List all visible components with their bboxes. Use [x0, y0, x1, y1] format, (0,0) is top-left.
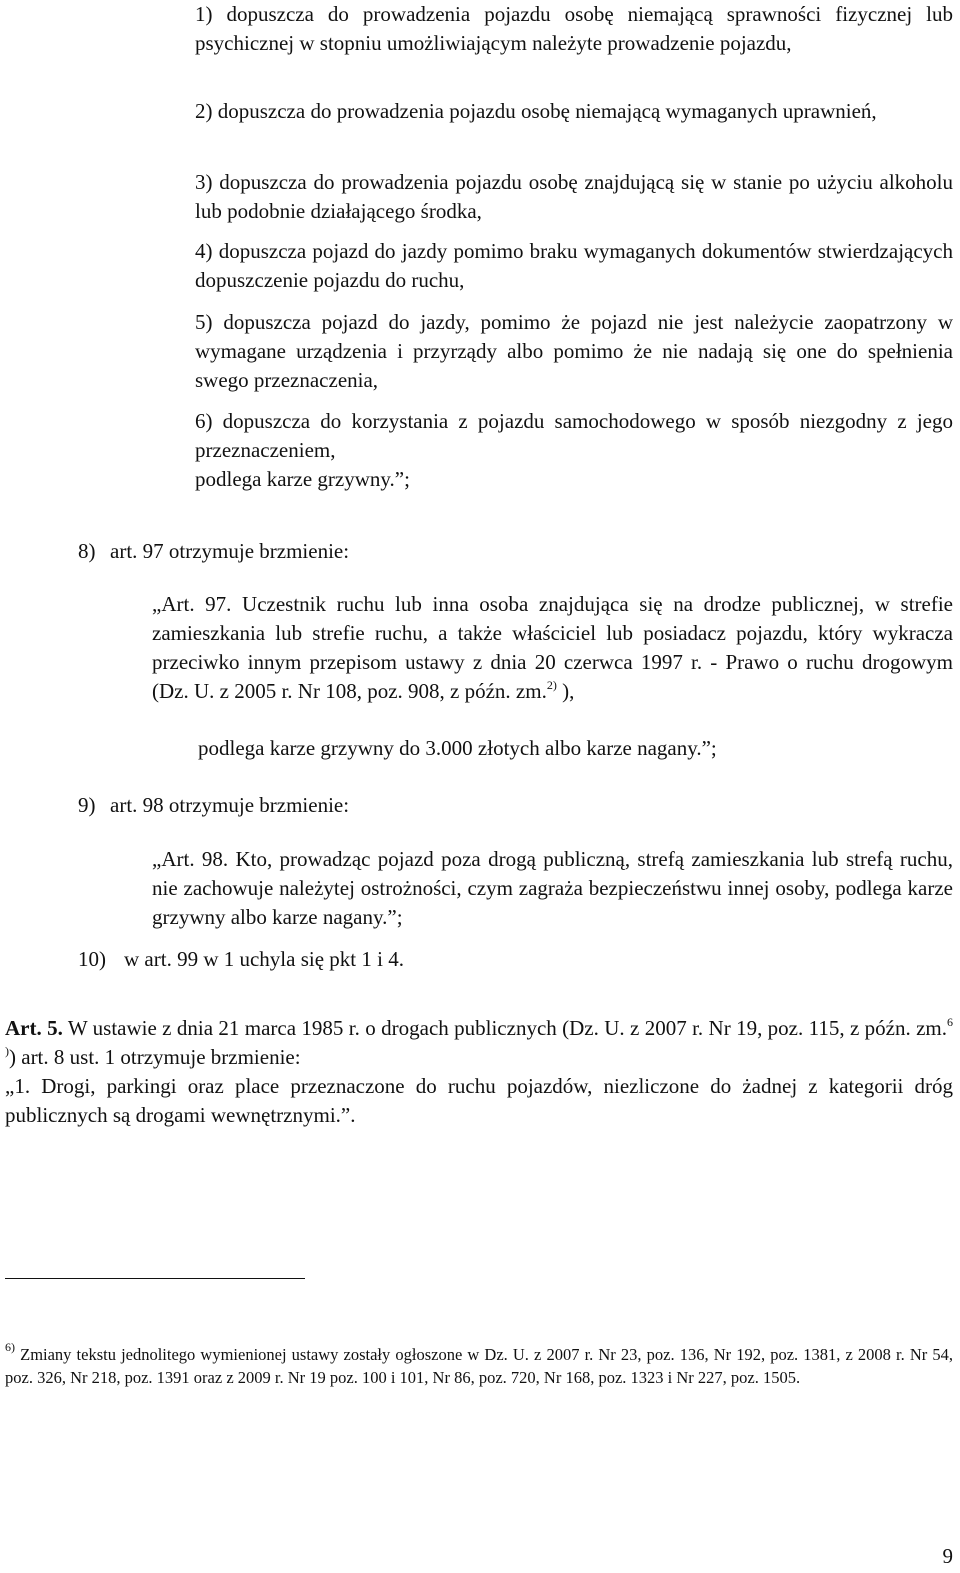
item-8-text: art. 97 otrzymuje brzmienie:	[110, 539, 350, 563]
art-97-text-b: ),	[556, 679, 575, 703]
item-10-number: 10)	[78, 947, 106, 971]
art-5-paragraph	[5, 1014, 953, 1072]
penalty-line-1: podlega karze grzywny.”;	[195, 467, 410, 491]
footnote-marker: 6)	[5, 1340, 15, 1354]
item-10-text: w art. 99 w 1 uchyla się pkt 1 i 4.	[124, 947, 404, 971]
art-97-penalty: podlega karze grzywny do 3.000 złotych albo karze nagany.”;	[198, 736, 717, 760]
page-number: 9	[942, 1544, 953, 1568]
footnote	[5, 1340, 953, 1389]
footnote-ref-6: 6 )	[5, 1015, 954, 1058]
footnote-separator	[5, 1278, 305, 1279]
footnote-text: Zmiany tekstu jednolitego wymienionej ustawy zostały ogłoszone w Dz. U. z 2007 r. Nr 23, poz. 136, Nr 192, poz. 1381, z 2008 r. Nr 54, poz. 326, Nr 218, poz. 1391 oraz z 2009 r. Nr 19 poz. 100 i 101, Nr 86, poz. 720, Nr 168, poz. 1323 i Nr 227, poz. 1505.	[5, 1345, 953, 1387]
item-8-number: 8)	[78, 539, 96, 563]
list-item-2: 2) dopuszcza do prowadzenia pojazdu osobę niemającą wymaganych uprawnień,	[195, 99, 877, 123]
list-item-3: 3) dopuszcza do prowadzenia pojazdu osobę znajdującą się w stanie po użyciu alkoholu lub podobnie działającego środka,	[195, 170, 953, 223]
list-item-6: 6) dopuszcza do korzystania z pojazdu samochodowego w sposób niezgodny z jego przeznaczeniem,	[195, 409, 953, 462]
list-item-1: 1) dopuszcza do prowadzenia pojazdu osobę niemającą sprawności fizycznej lub psychicznej w stopniu umożliwiającym należyte prowadzenie pojazdu,	[195, 2, 953, 55]
art-5-text-a: W ustawie z dnia 21 marca 1985 r. o drogach publicznych (Dz. U. z 2007 r. Nr 19, poz. 115, z późn. zm.	[62, 1016, 948, 1040]
art-97-quote	[152, 590, 953, 706]
art-97-text-a: „Art. 97. Uczestnik ruchu lub inna osoba znajdująca się na drodze publicznej, w strefie zamieszkania lub strefie ruchu, a także właściciel lub posiadacz pojazdu, który wykracza przeciwko innym przepisom ustawy z dnia 20 czerwca 1997 r. - Prawo o ruchu drogowym (Dz. U. z 2005 r. Nr 108, poz. 908, z późn. zm.	[152, 592, 953, 703]
art-5-label: Art. 5.	[5, 1016, 63, 1040]
item-9-text: art. 98 otrzymuje brzmienie:	[110, 793, 350, 817]
art-5-text-b: ) art. 8 ust. 1 otrzymuje brzmienie:	[9, 1045, 301, 1069]
item-9-number: 9)	[78, 793, 96, 817]
list-item-5: 5) dopuszcza pojazd do jazdy, pomimo że pojazd nie jest należycie zaopatrzony w wymagane urządzenia i przyrządy albo pomimo że nie nadają się one do spełnienia swego przeznaczenia,	[195, 310, 953, 392]
list-item-4: 4) dopuszcza pojazd do jazdy pomimo braku wymaganych dokumentów stwierdzających dopuszczenie pojazdu do ruchu,	[195, 239, 953, 292]
art-98-quote: „Art. 98. Kto, prowadząc pojazd poza drogą publiczną, strefą zamieszkania lub strefą ruchu, nie zachowuje należytej ostrożności, czym zagraża bezpieczeństwu innej osoby, podlega karze grzywny albo karze nagany.”;	[152, 847, 953, 929]
art-5-quote: „1. Drogi, parkingi oraz place przeznaczone do ruchu pojazdów, niezliczone do żadnej z kategorii dróg publicznych są drogami wewnętrznymi.”.	[5, 1074, 953, 1127]
footnote-ref-2: 2)	[546, 678, 557, 692]
